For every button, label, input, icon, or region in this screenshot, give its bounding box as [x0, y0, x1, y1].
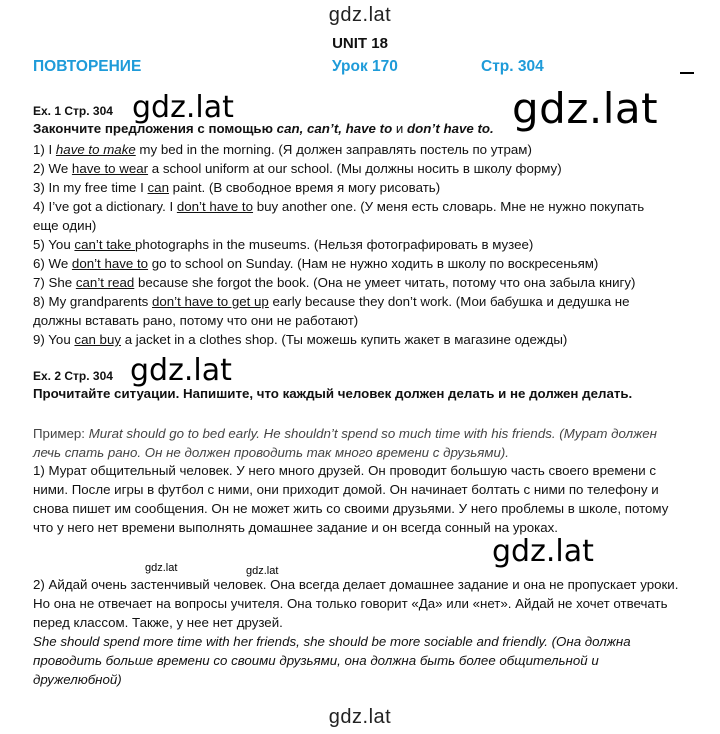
- corner-dash: [680, 72, 694, 74]
- ex1-title: Ex. 1 Стр. 304: [33, 104, 113, 118]
- watermark-ex2: gdz.lat: [130, 353, 232, 388]
- section-title: ПОВТОРЕНИЕ: [33, 58, 142, 75]
- answer-2: She should spend more time with her friends, she should be more sociable and friendly. (Она должна проводить больше времени со своими друзьями, она должна быть более общительной и дружелюбной): [33, 634, 631, 687]
- ex1-line: 7) She can’t read because she forgot the book. (Она не умеет читать, потому что она забыла книгу): [33, 275, 636, 290]
- watermark-ex1: gdz.lat: [132, 90, 234, 125]
- ex1-answer: have to wear: [71, 161, 149, 176]
- ex1-answer: can’t take: [74, 237, 136, 252]
- ex1-line: 2) We have to wear a school uniform at our school. (Мы должны носить в школу форму): [33, 161, 562, 176]
- watermark-large: gdz.lat: [512, 84, 659, 133]
- unit-title: UNIT 18: [332, 35, 388, 52]
- ex1-answer: have to make: [55, 142, 136, 157]
- ex1-answer: can buy: [74, 332, 121, 347]
- ex1-answer: don’t have to: [176, 199, 254, 214]
- ex2-example: Пример: Murat should go to bed early. He shouldn’t spend so much time with his friends. (Мурат должен лечь спать рано. Он не должен проводить так много времени с друзьями).: [33, 426, 657, 460]
- lesson-number: Урок 170: [332, 58, 398, 75]
- watermark-small-1: gdz.lat: [145, 562, 178, 574]
- ex1-answer: don’t have to get up: [152, 294, 269, 309]
- ex2-instruction: Прочитайте ситуации. Напишите, что каждый человек должен делать и не должен делать.: [33, 386, 633, 401]
- ex2-title: Ex. 2 Стр. 304: [33, 369, 113, 383]
- watermark-small-2: gdz.lat: [246, 565, 279, 577]
- ex1-line: 5) You can’t take photographs in the museums. (Нельзя фотографировать в музее): [33, 237, 534, 252]
- ex1-answer: can’t read: [75, 275, 135, 290]
- ex1-line: 3) In my free time I can paint. (В свободное время я могу рисовать): [33, 180, 441, 195]
- ex1-answer: don’t have to: [71, 256, 149, 271]
- watermark-top: gdz.lat: [328, 4, 392, 26]
- ex1-line: 1) I have to make my bed in the morning. (Я должен заправлять постель по утрам): [33, 142, 532, 157]
- ex1-line: еще один): [33, 218, 97, 233]
- ex1-line: 4) I’ve got a dictionary. I don’t have to buy another one. (У меня есть словарь. Мне не нужно покупать: [33, 199, 645, 214]
- ex1-line: должны вставать рано, потому что они не работают): [33, 313, 359, 328]
- ex1-answer: can: [147, 180, 169, 195]
- watermark-ex2-right: gdz.lat: [492, 534, 594, 569]
- ex1-line: 8) My grandparents don’t have to get up early because they don’t work. (Мои бабушка и дедушка не: [33, 294, 630, 309]
- watermark-bottom: gdz.lat: [328, 706, 392, 728]
- situation-2: 2) Айдай очень застенчивый человек. Она всегда делает домашнее задание и она не пропускает уроки. Но она не отвечает на вопросы учителя. Она только говорит «Да» или «нет». Айдай не хочет отвечать перед классом. Также, у нее нет друзей.: [33, 577, 679, 630]
- situation-1: 1) Мурат общительный человек. У него много друзей. Он проводит большую часть своего времени с ними. После игры в футбол с ними, они приходит домой. Он начинает болтать с ними по телефону и снова пишет им сообщения. Он не может жить со своими друзьями. У него проблемы в школе, потому что у него нет времени выполнять домашнее задание и он всегда сонный на уроках.: [33, 463, 669, 535]
- ex1-line: 9) You can buy a jacket in a clothes shop. (Ты можешь купить жакет в магазине одежды): [33, 332, 568, 347]
- ex1-line: 6) We don’t have to go to school on Sunday. (Нам не нужно ходить в школу по воскресеньям): [33, 256, 599, 271]
- ex1-instruction: Закончите предложения с помощью can, can’t, have to и don’t have to.: [33, 121, 494, 136]
- page-number: Стр. 304: [481, 58, 544, 75]
